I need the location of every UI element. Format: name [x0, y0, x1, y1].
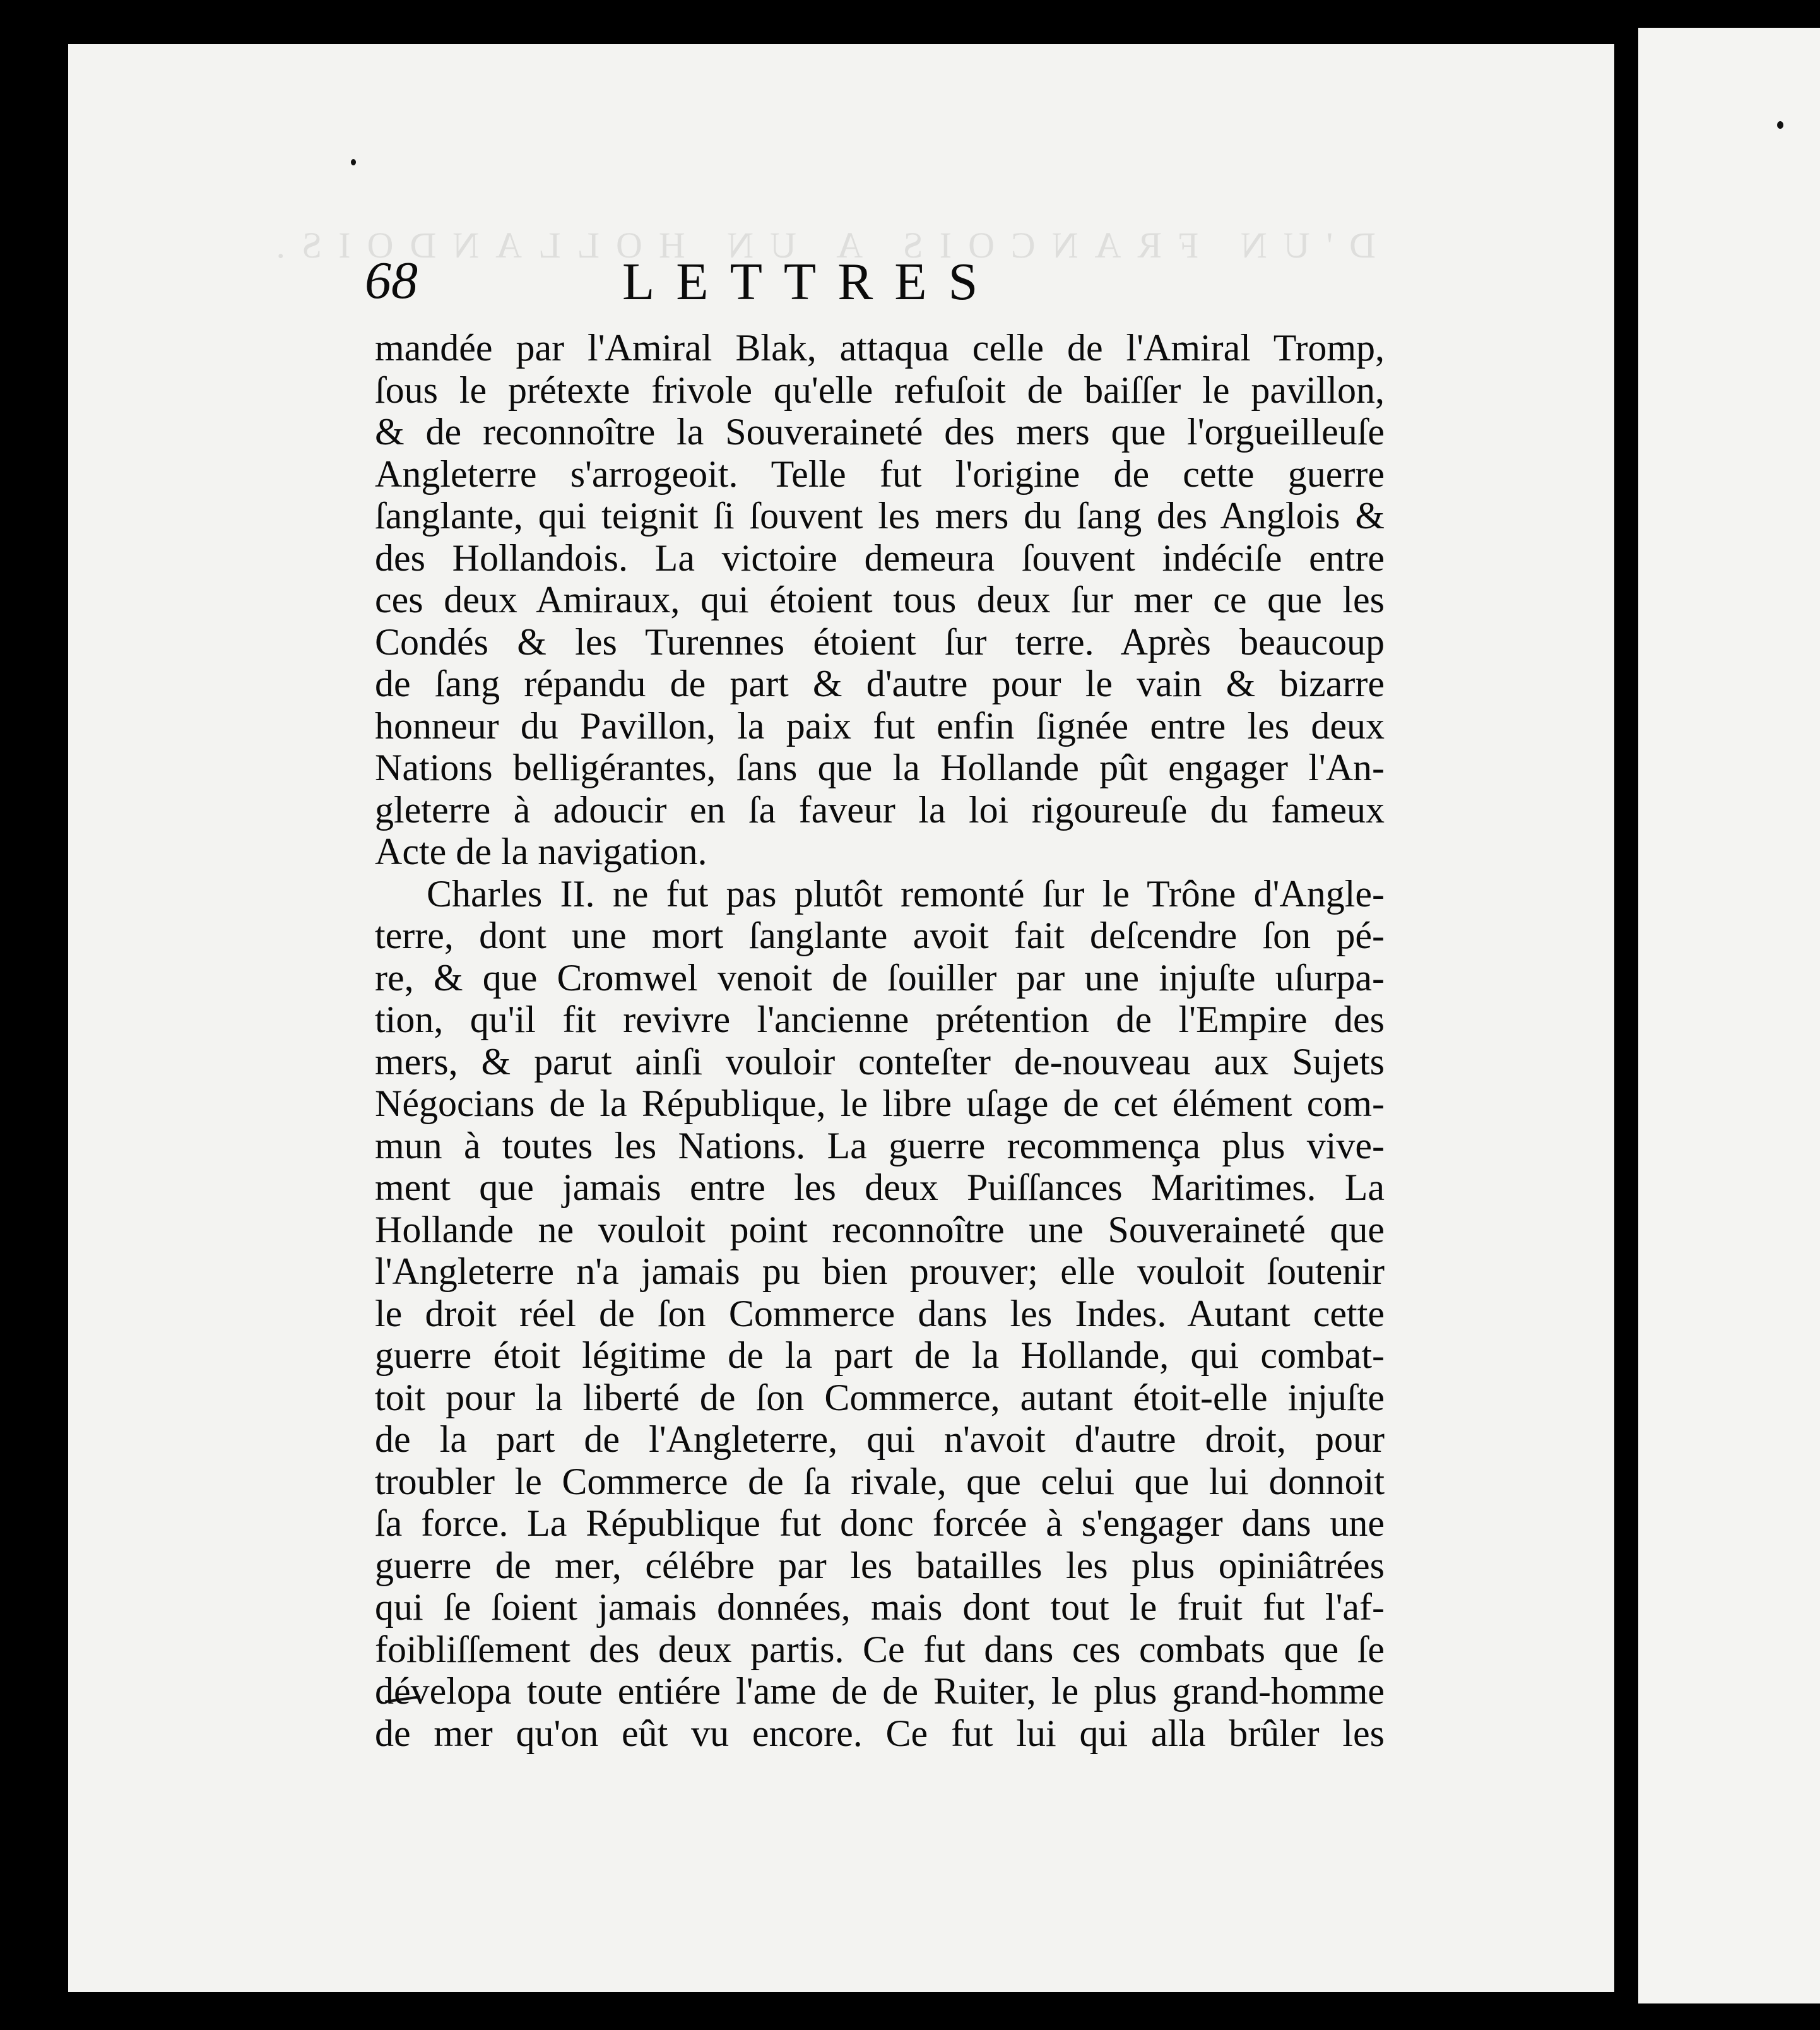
text-line: de la part de l'Angleterre, qui n'avoit d'autre droit, pour: [375, 1418, 1385, 1460]
text-line: tion, qu'il fit revivre l'ancienne prétention de l'Empire des: [375, 999, 1385, 1040]
running-head: LETTRES: [622, 252, 1000, 311]
ink-speck: [351, 159, 356, 165]
text-line: Acte de la navigation.: [375, 831, 707, 872]
text-line: Nations belligérantes, ſans que la Hollande pût engager l'An-: [375, 747, 1385, 788]
text-line: ces deux Amiraux, qui étoient tous deux ſur mer ce que les: [375, 579, 1385, 620]
text-line: honneur du Pavillon, la paix fut enfin ſignée entre les deux: [375, 704, 1385, 747]
text-line: guerre de mer, célébre par les batailles les plus opiniâtrées: [375, 1544, 1385, 1586]
text-line: foibliſſement des deux partis. Ce fut dans ces combats que ſe: [375, 1628, 1385, 1670]
text-line: de ſang répandu de part & d'autre pour le vain & bizarre: [375, 663, 1385, 704]
text-line: dévelopa toute entiére l'ame de de Ruiter, le plus grand-homme: [375, 1670, 1385, 1712]
text-line: de mer qu'on eût vu encore. Ce fut lui qui alla brûler les: [375, 1712, 1385, 1754]
text-line: ſa force. La République fut donc forcée à s'engager dans une: [375, 1502, 1385, 1544]
text-line: Angleterre s'arrogeoit. Telle fut l'origine de cette guerre: [375, 453, 1385, 495]
text-line: mers, & parut ainſi vouloir conteſter de-nouveau aux Sujets: [375, 1040, 1385, 1083]
page-header: [365, 250, 1387, 319]
text-line: mun à toutes les Nations. La guerre recommença plus vive-: [375, 1124, 1385, 1166]
page-gutter-shadow: [1613, 25, 1638, 2007]
show-through-text: D'UN FRANCOIS A UN HOLLANDOIS.: [259, 225, 1376, 266]
text-line: ſous le prétexte frivole qu'elle refuſoit de baiſſer le pavillon,: [375, 369, 1385, 411]
text-line: Négocians de la République, le libre uſage de cet élément com-: [375, 1083, 1385, 1124]
text-line: re, & que Cromwel venoit de ſouiller par une injuſte uſurpa-: [375, 956, 1385, 999]
text-line: des Hollandois. La victoire demeura ſouvent indéciſe entre: [375, 537, 1385, 579]
text-line: guerre étoit légitime de la part de la Hollande, qui combat-: [375, 1334, 1385, 1376]
ink-speck: [1777, 121, 1783, 129]
text-line: gleterre à adoucir en ſa faveur la loi rigoureuſe du fameux: [375, 788, 1385, 831]
text-line: l'Angleterre n'a jamais pu bien prouver; elle vouloit ſoutenir: [375, 1250, 1385, 1292]
text-line: mandée par l'Amiral Blak, attaqua celle de l'Amiral Tromp,: [375, 327, 1385, 369]
text-line: toit pour la liberté de ſon Commerce, autant étoit-elle injuſte: [375, 1376, 1385, 1418]
text-line: terre, dont une mort ſanglante avoit fait deſcendre ſon pé-: [375, 915, 1385, 956]
body-text: [375, 327, 1385, 1754]
text-line: le droit réel de ſon Commerce dans les Indes. Autant cette: [375, 1292, 1385, 1334]
text-line: Condés & les Turennes étoient ſur terre. Après beaucoup: [375, 620, 1385, 663]
page-number: 68: [365, 251, 418, 310]
text-line: ſanglante, qui teignit ſi ſouvent les mers du ſang des Anglois &: [375, 495, 1385, 537]
text-line: troubler le Commerce de ſa rivale, que celui que lui donnoit: [375, 1460, 1385, 1502]
paragraph-start-line: Charles II. ne fut pas plutôt remonté ſur le Trône d'Angle-: [427, 872, 1385, 915]
text-line: ment que jamais entre les deux Puiſſances Maritimes. La: [375, 1166, 1385, 1208]
facing-page-edge: [1638, 28, 1820, 2003]
text-line: & de reconnoître la Souveraineté des mers que l'orgueilleuſe: [375, 411, 1385, 453]
text-line: qui ſe ſoient jamais données, mais dont tout le fruit fut l'af-: [375, 1586, 1385, 1628]
text-line: Hollande ne vouloit point reconnoître une Souveraineté que: [375, 1208, 1385, 1250]
